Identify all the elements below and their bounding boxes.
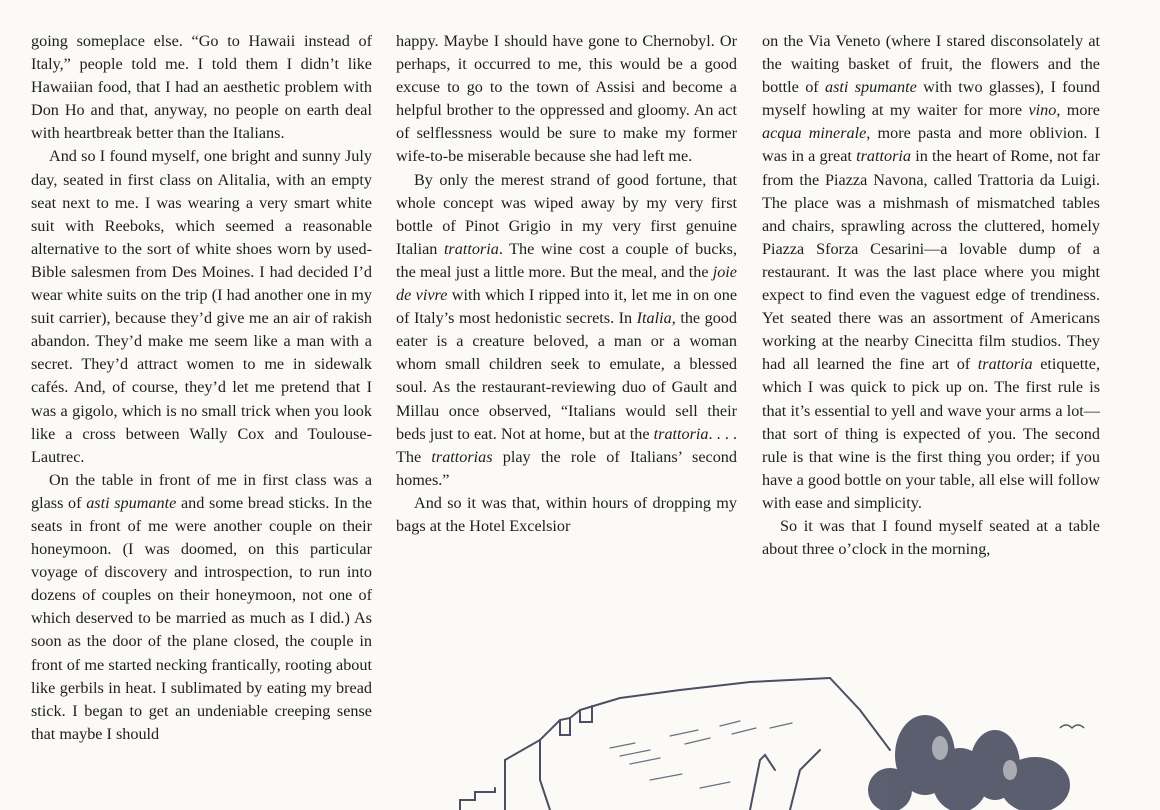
text-run: And so it was that, within hours of dropping my bags at the Hotel Excelsior xyxy=(396,493,737,535)
bird-sketch xyxy=(1060,725,1084,728)
italic-term: asti spumante xyxy=(825,78,917,97)
tree-foliage-wash xyxy=(868,715,1070,810)
text-run: So it was that I found myself seated at a table about three o’clock in the morning, xyxy=(762,516,1100,559)
italic-term: Italia xyxy=(636,309,672,328)
paragraph xyxy=(396,30,737,169)
text-run: and some bread sticks. In the seats in front of me were another couple on their honeymoon. (I was doomed, on this particular voyage of discovery and introspection, to run into dozens of couples on their honeymoon, not one of which deserved to be married as much as I did.) As soon as the door of the plane closed, the couple in front of me started necking frantically, rooting about like gerbils in heat. I sublimated by eating my bread stick. I began to get an undeniable creeping sense that maybe I should xyxy=(31,493,373,743)
text-run: on the Via Veneto (where I stared disconsolately at the waiting basket of fruit, the flowers and the bottle of xyxy=(762,32,1100,97)
italic-term: trattoria xyxy=(977,355,1033,374)
italic-term: trattoria xyxy=(856,147,911,166)
text-run: , the good eater is a creature beloved, a man or a woman whom small children seek to emulate, a blessed soul. As the restaurant-reviewing duo of Gault and Millau once observed, “Italians would sell their beds just to eat. Not at home, but at the xyxy=(396,309,737,443)
text-run: . . . . The xyxy=(396,424,738,466)
paragraph xyxy=(762,515,1100,561)
text-run: By only the merest strand of good fortune, that whole concept was wiped away by my very first bottle of Pinot Grigio in my very first genuine Italian xyxy=(396,170,737,258)
italic-term: acqua minerale xyxy=(762,124,867,143)
italic-term: trattoria xyxy=(443,239,499,258)
text-run: with two glasses), I found myself howling at my waiter for more xyxy=(762,78,1101,120)
text-run: with which I ripped into it, let me in on one of Italy’s most hedonistic secrets. In xyxy=(396,286,738,328)
text-run: , more pasta and more oblivion. I was in a great xyxy=(762,124,1100,166)
italic-term: trattorias xyxy=(431,447,493,466)
text-run: . The wine cost a couple of bucks, the meal just a little more. But the meal, and the xyxy=(396,239,737,281)
text-column-2 xyxy=(396,30,737,538)
italic-term: trattoria xyxy=(653,424,709,443)
text-run: And so I found myself, one bright and sunny July day, seated in first class on Alitalia, with an empty seat next to me. I was wearing a very smart white suit with Reeboks, which seemed a reasonable alternative to the sort of white shoes worn by used-Bible salesmen from Des Moines. I had decided I’d wear white suits on the trip (I had another one in my suit carrier), because they’d give me an air of rakish abandon. They’d make me seem like a man with a secret. They’d attract women to me in sidewalk cafés. And, of course, they’d let me pretend that I was a gigolo, which is no small trick when you look like a cross between Wally Cox and Toulouse-Lautrec. xyxy=(31,147,372,466)
roofline-sketch xyxy=(460,678,890,810)
trattoria-sketch-illustration xyxy=(420,660,1100,810)
paragraph xyxy=(396,492,737,538)
text-run: in the heart of Rome, not far from the Piazza Navona, called Trattoria da Luigi. The place was a mishmash of mismatched tables and chairs, sprawling across the cluttered, homely Piazza Sforza Cesarini—a lovable dump of a restaurant. It was the last place where you might expect to find even the vaguest edge of trendiness. Yet seated there was an assortment of Americans working at the nearby Cinecitta film studios. They had all learned the fine art of xyxy=(762,147,1100,374)
text-column-1 xyxy=(31,30,372,746)
text-run: play the role of Italians’ second homes.” xyxy=(396,447,737,489)
text-run: etiquette, which I was quick to pick up on. The first rule is that it’s essential to yell and wave your arms a lot—that sort of thing is expected of you. The second rule is that wine is the first thing you order; if you have a good bottle on your table, all else will follow with ease and simplicity. xyxy=(762,355,1101,512)
text-run: On the table in front of me in first class was a glass of xyxy=(31,470,372,512)
paragraph xyxy=(31,469,372,746)
text-run: , more xyxy=(1056,101,1100,120)
italic-term: asti spumante xyxy=(86,493,177,512)
paragraph xyxy=(396,169,737,492)
italic-term: joie de vivre xyxy=(396,262,737,305)
text-run: happy. Maybe I should have gone to Chernobyl. Or perhaps, it occurred to me, this would be a good excuse to go to the town of Assisi and become a helpful brother to the oppressed and gloomy. An act of selflessness would be sure to make my former wife-to-be miserable because she had left me. xyxy=(396,32,737,166)
paragraph xyxy=(31,30,372,145)
paragraph xyxy=(762,30,1100,515)
text-column-3 xyxy=(762,30,1100,561)
paragraph xyxy=(31,145,372,468)
text-run: going someplace else. “Go to Hawaii instead of Italy,” people told me. I told them I didn’t like Hawaiian food, that I had an aesthetic problem with Don Ho and that, anyway, no people on earth deal with heartbreak better than the Italians. xyxy=(31,32,372,143)
italic-term: vino xyxy=(1028,101,1057,120)
